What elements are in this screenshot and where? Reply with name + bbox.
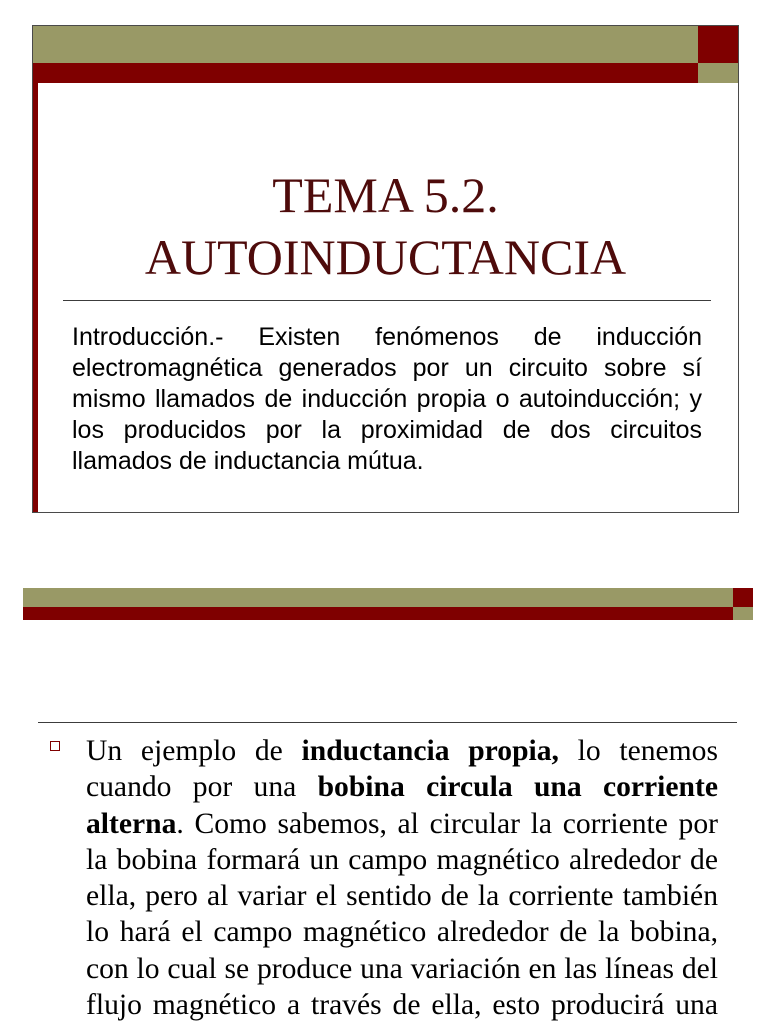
slide-1: [32, 25, 739, 513]
slide-1-title-line-1: TEMA 5.2.: [272, 167, 499, 223]
slide-2-header-band-maroon: [23, 607, 733, 620]
slide-2-bullet-text: [86, 733, 718, 1023]
slide-1-intro-text: Introducción.- Existen fenómenos de inducción electromagnética generados por un circuito sobre sí mismo llamados de inducción propia o autoinducción; y los producidos por la proximidad de dos circuitos llamados de inductancia mútua.: [72, 323, 702, 475]
slide-1-header-band-maroon: [32, 63, 698, 83]
slide-2-title-divider: [38, 722, 737, 723]
slide-2-header-square-olive: [733, 607, 753, 620]
bullet-text-segment: lo tenemos cuando por una: [86, 735, 718, 804]
bullet-text-bold-segment: bobina circula una corriente alterna: [86, 771, 718, 840]
slide-1-header-band-olive: [32, 25, 698, 63]
hollow-square-bullet-icon: [50, 741, 60, 751]
bullet-text-segment: . Como sabemos, al circular la corriente por la bobina formará un campo magnético alrededor de ella, pero al variar el sentido de la corriente también lo hará el campo magnético alrededor de la bobina, con lo cual se produce una variación en las líneas del flujo magnético a través de ella, esto producirá una: [86, 807, 718, 1022]
slide-2-header-band-olive: [23, 588, 733, 607]
slide-1-title-line-2: AUTOINDUCTANCIA: [144, 229, 627, 285]
slide-2: [23, 588, 753, 1024]
slide-1-header-square-maroon: [698, 25, 739, 63]
slide-2-header-square-maroon: [733, 588, 753, 607]
slide-1-left-accent-bar: [32, 83, 38, 513]
slide-1-title: [32, 164, 739, 288]
bullet-text-bold-segment: inductancia propia,: [301, 735, 559, 767]
slide-1-header-square-olive: [698, 63, 739, 83]
slide-1-title-divider: [63, 300, 711, 301]
bullet-text-segment: Un ejemplo de: [86, 735, 302, 767]
